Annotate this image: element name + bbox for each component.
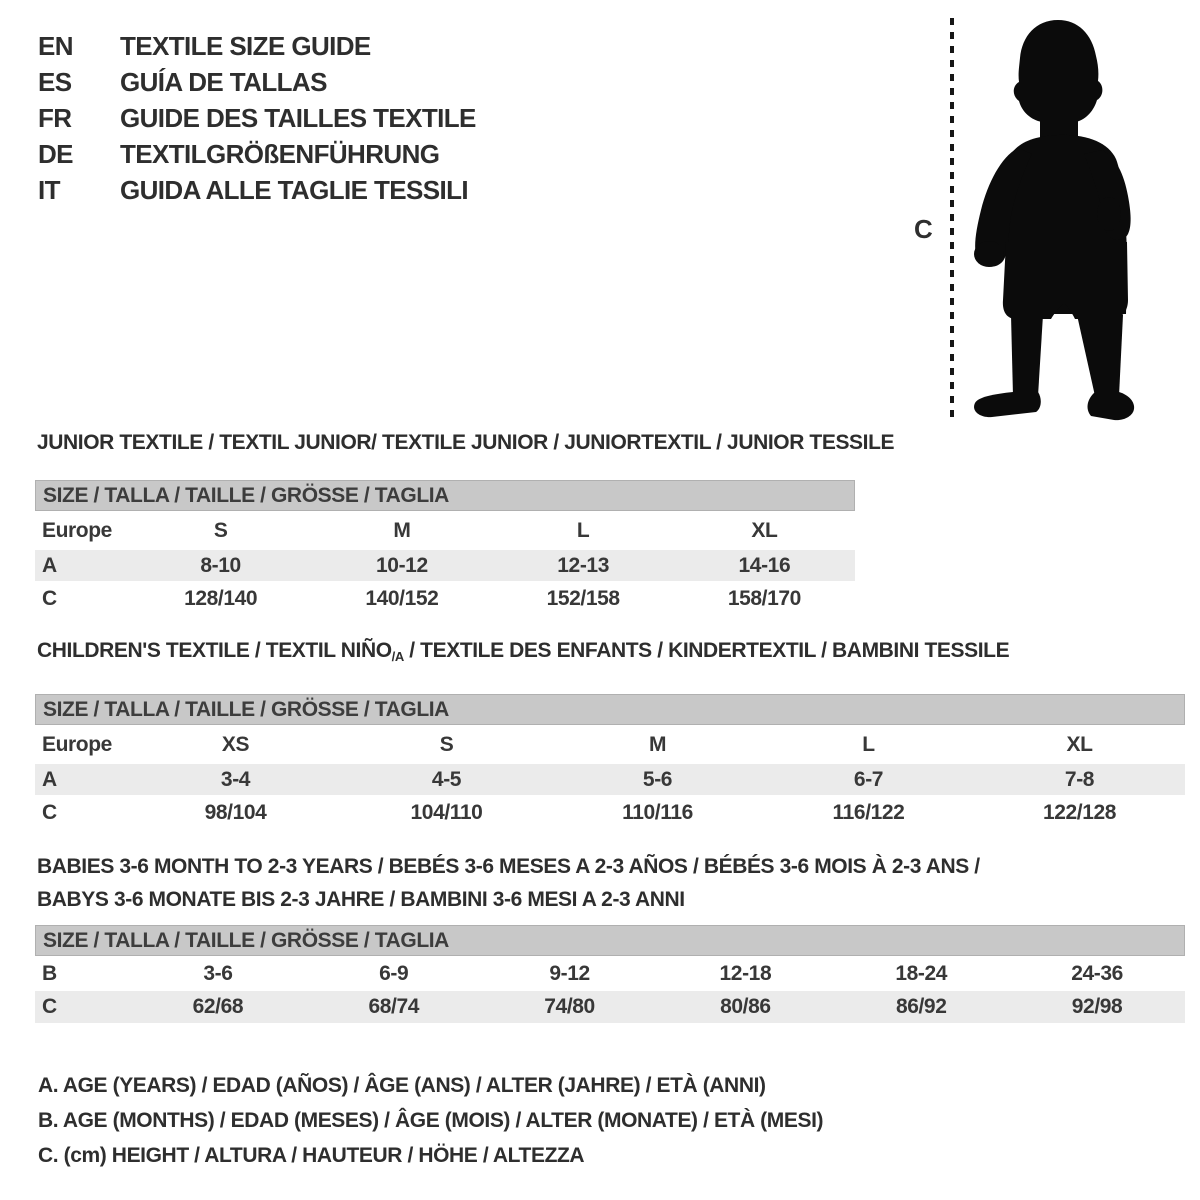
column-header-cell: S <box>439 732 454 756</box>
silhouette-right-leg <box>1077 315 1123 396</box>
table-row-c <box>35 581 855 616</box>
value-cell: 98/104 <box>204 800 267 824</box>
table-row-b <box>35 956 1185 991</box>
value-cell: 4-5 <box>431 767 462 791</box>
column-header-cell: XL <box>1066 732 1093 756</box>
babies-section <box>35 850 1185 1023</box>
title-rest: / TEXTILE DES ENFANTS / KINDERTEXTIL / BAMBINI TESSILE <box>403 639 1010 662</box>
value-cell: 140/152 <box>365 586 439 610</box>
silhouette-right-hand <box>1097 197 1121 231</box>
legend-line-b: B. AGE (MONTHS) / EDAD (MESES) / ÂGE (MOIS) / ALTER (MONATE) / ETÀ (MESI) <box>38 1109 824 1132</box>
row-label-cell: A <box>42 553 57 577</box>
row-label-cell: C <box>42 586 57 610</box>
column-header-cell: M <box>648 732 667 756</box>
language-row-fr <box>38 100 476 136</box>
value-cell: 9-12 <box>549 961 590 985</box>
column-header-cell: XL <box>751 518 778 542</box>
junior-section <box>35 431 895 616</box>
size-header-bar: SIZE / TALLA / TAILLE / GRÖSSE / TAGLIA <box>35 694 1185 725</box>
value-cell: 128/140 <box>184 586 258 610</box>
silhouette-head <box>1014 20 1103 122</box>
column-header-cell: M <box>393 518 411 542</box>
column-header-row <box>35 725 1185 764</box>
table-row-c <box>35 795 1185 830</box>
legend <box>38 1068 823 1173</box>
children-section <box>35 640 1185 830</box>
value-cell: 10-12 <box>376 553 428 577</box>
value-cell: 3-6 <box>203 961 233 985</box>
junior-size-table <box>35 511 855 616</box>
language-title: GUIDA ALLE TAGLIE TESSILI <box>120 175 469 205</box>
junior-section-title: JUNIOR TEXTILE / TEXTIL JUNIOR/ TEXTILE JUNIOR / JUNIORTEXTIL / JUNIOR TESSILE <box>37 431 895 454</box>
value-cell: 92/98 <box>1071 995 1123 1018</box>
row-label-cell: C <box>42 800 57 824</box>
spacer <box>35 454 855 480</box>
size-header-bar: SIZE / TALLA / TAILLE / GRÖSSE / TAGLIA <box>35 925 1185 956</box>
language-list <box>38 28 476 208</box>
row-label-cell: B <box>42 961 57 985</box>
language-row-es <box>38 64 476 100</box>
value-cell: 12-18 <box>719 961 772 985</box>
children-size-table <box>35 725 1185 830</box>
language-code: FR <box>38 103 72 133</box>
column-header-cell: Europe <box>42 732 112 756</box>
silhouette-left-leg <box>1011 315 1043 396</box>
value-cell: 74/80 <box>544 995 595 1018</box>
babies-section-title-line1: BABIES 3-6 MONTH TO 2-3 YEARS / BEBÉS 3-6 MESES A 2-3 AÑOS / BÉBÉS 3-6 MOIS À 2-3 ANS / <box>37 855 980 878</box>
title-main: CHILDREN'S TEXTILE / TEXTIL NIÑO <box>37 639 392 662</box>
value-cell: 110/116 <box>622 800 693 824</box>
value-cell: 68/74 <box>368 995 420 1018</box>
value-cell: 5-6 <box>642 767 673 791</box>
legend-line-c: C. (cm) HEIGHT / ALTURA / HAUTEUR / HÖHE / ALTEZZA <box>38 1144 585 1167</box>
language-row-de <box>38 136 476 172</box>
value-cell: 6-7 <box>853 767 884 791</box>
language-code: DE <box>38 139 73 169</box>
spacer <box>35 916 1185 925</box>
table-row-a <box>35 764 1185 795</box>
babies-size-table <box>35 956 1185 1023</box>
silhouette-left-hand <box>974 241 1004 267</box>
value-cell: 152/158 <box>546 586 620 610</box>
language-title: TEXTILE SIZE GUIDE <box>120 31 371 61</box>
language-title: GUIDE DES TAILLES TEXTILE <box>120 103 476 133</box>
value-cell: 18-24 <box>895 961 948 985</box>
title-subscript: /A <box>391 649 404 664</box>
value-cell: 6-9 <box>379 961 409 985</box>
legend-line-a: A. AGE (YEARS) / EDAD (AÑOS) / ÂGE (ANS) / ALTER (JAHRE) / ETÀ (ANNI) <box>38 1074 766 1097</box>
language-code: EN <box>38 31 73 61</box>
value-cell: 116/122 <box>832 800 905 824</box>
height-label-c: C <box>914 214 933 244</box>
spacer <box>35 668 1185 694</box>
value-cell: 104/110 <box>410 800 483 824</box>
row-label-cell: C <box>42 995 57 1018</box>
language-code: IT <box>38 175 60 205</box>
table-row-c <box>35 991 1185 1023</box>
size-header-bar: SIZE / TALLA / TAILLE / GRÖSSE / TAGLIA <box>35 480 855 511</box>
language-row-en <box>38 28 476 64</box>
value-cell: 62/68 <box>192 995 244 1018</box>
table-row-a <box>35 550 855 581</box>
column-header-row <box>35 511 855 550</box>
value-cell: 3-4 <box>220 767 251 791</box>
value-cell: 7-8 <box>1064 767 1095 791</box>
silhouette-right-foot <box>1088 392 1135 420</box>
language-row-it <box>38 172 476 208</box>
value-cell: 8-10 <box>200 553 241 577</box>
language-code: ES <box>38 67 72 97</box>
children-section-title <box>37 640 1185 668</box>
row-label-cell: A <box>42 767 57 791</box>
value-cell: 86/92 <box>895 995 947 1018</box>
babies-section-title-line2: BABYS 3-6 MONATE BIS 2-3 JAHRE / BAMBINI 3-6 MESI A 2-3 ANNI <box>37 888 685 911</box>
toddler-silhouette-icon <box>956 12 1146 432</box>
height-figure <box>900 10 1170 440</box>
language-title: TEXTILGRÖßENFÜHRUNG <box>120 139 440 169</box>
column-header-cell: Europe <box>42 518 112 542</box>
height-dashed-line <box>950 18 954 422</box>
language-title: GUÍA DE TALLAS <box>120 67 327 97</box>
value-cell: 24-36 <box>1071 961 1123 985</box>
value-cell: 158/170 <box>727 586 801 610</box>
value-cell: 14-16 <box>738 553 791 577</box>
column-header-cell: L <box>576 518 590 542</box>
column-header-cell: L <box>862 732 875 756</box>
column-header-cell: XS <box>221 732 250 756</box>
value-cell: 12-13 <box>557 553 609 577</box>
value-cell: 80/86 <box>720 995 771 1018</box>
value-cell: 122/128 <box>1042 800 1117 824</box>
column-header-cell: S <box>213 518 228 542</box>
silhouette-left-foot <box>974 392 1041 417</box>
